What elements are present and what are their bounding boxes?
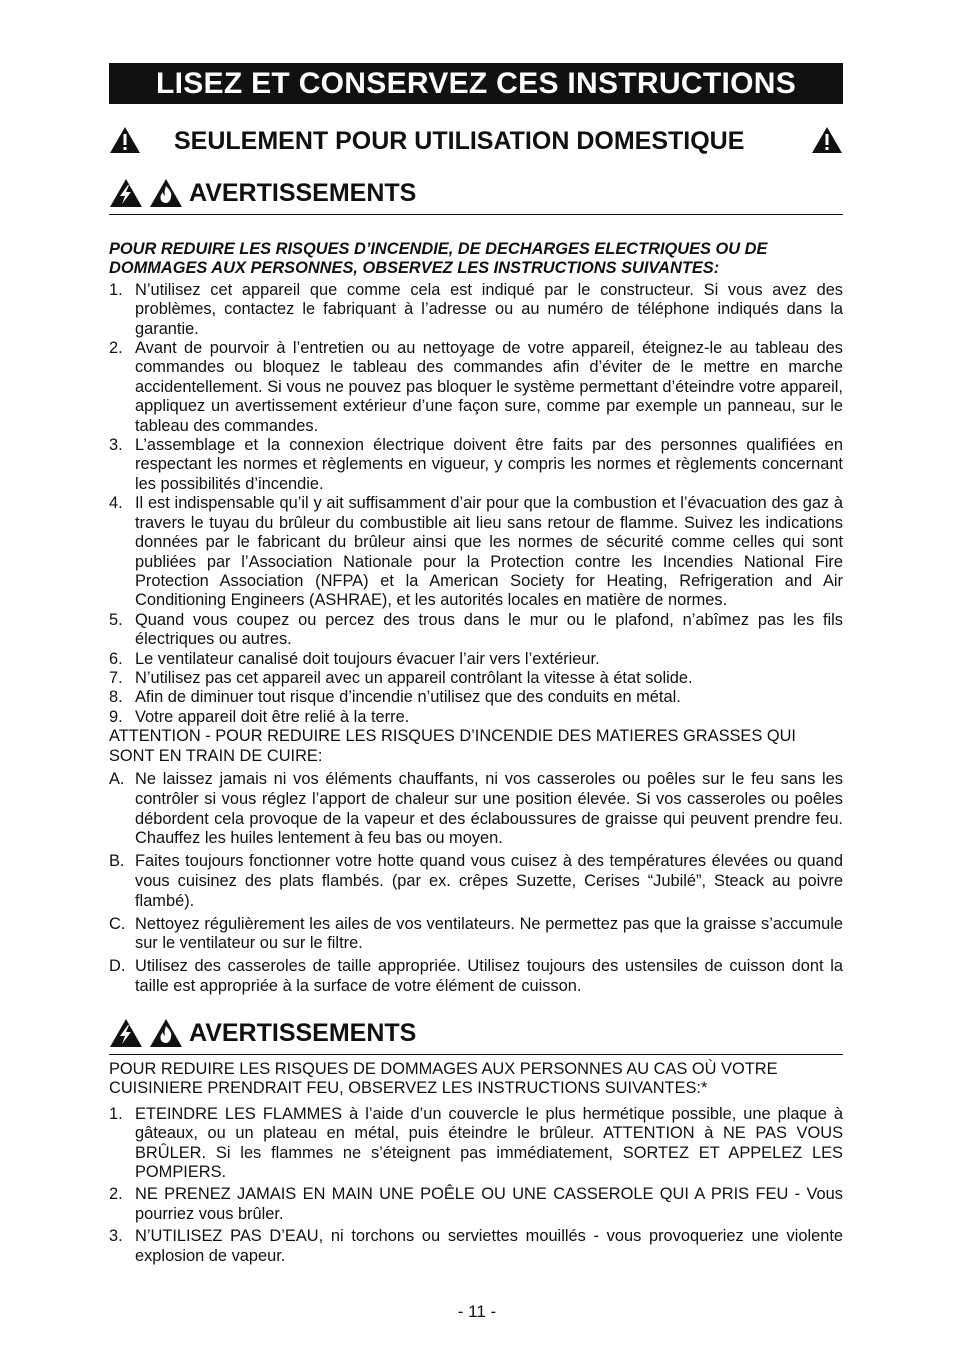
electric-shock-icon — [109, 178, 143, 208]
list-item: 3. N’UTILISEZ PAS D’EAU, ni torchons ou serviettes mouillés - vous provoqueriez une violente explosion de vapeur. — [109, 1227, 843, 1265]
warnings-body-2 — [109, 1060, 843, 1269]
page-number: - 11 - — [457, 1302, 497, 1321]
warning-triangle-icon — [811, 126, 843, 154]
list-item: 9. Votre appareil doit être relié à la terre. — [109, 707, 410, 726]
list-item: A. Ne laissez jamais ni vos éléments chauffants, ni vos casseroles ou poêles sur le feu sans les contrôler si vous réglez l’apport de chaleur sur une position élevée. Si vos casseroles ou poêles débordent cela provoque de la vapeur et des éclaboussures de graisse qui peuvent prendre feu. Chauffez les huiles lentement à feu bas ou moyen. — [109, 769, 843, 848]
domestic-use-banner — [109, 124, 843, 160]
warnings-heading-1 — [109, 176, 843, 215]
list-item: 6. Le ventilateur canalisé doit toujours évacuer l’air vers l’extérieur. — [109, 649, 600, 668]
fire-hazard-icon — [149, 178, 183, 208]
warnings-heading-label: AVERTISSEMENTS — [189, 1019, 417, 1047]
list-item: C. Nettoyez régulièrement les ailes de vos ventilateurs. Ne permettez pas que la graisse s’accumule sur le ventilateur ou sur le filtre. — [109, 914, 843, 953]
lettered-list — [109, 770, 843, 997]
list-item: 5. Quand vous coupez ou percez des trous dans le mur ou le plafond, n’abîmez pas les fils électriques ou autres. — [109, 610, 843, 649]
list-item: 8. Afin de diminuer tout risque d’incendie n’utilisez que des conduits en métal. — [109, 688, 681, 707]
warnings-lead: POUR REDUIRE LES RISQUES D’INCENDIE, DE DECHARGES ELECTRIQUES OU DE DOMMAGES AUX PERSONNES, OBSERVEZ LES INSTRUCTIONS SUIVANTES: — [109, 240, 768, 278]
list-item: 1. ETEINDRE LES FLAMMES à l’aide d’un couvercle le plus hermétique possible, une plaque à gâteaux, ou un plateau en métal, puis éteindre le brûleur. ATTENTION à NE PAS VOUS BRÛLER. Si les flammes ne s’éteignent pas immédiatement, SORTEZ ET APPELEZ LES POMPIERS. — [109, 1104, 843, 1182]
list-item: B. Faites toujours fonctionner votre hotte quand vous cuisez à des températures élevées ou quand vous cuisinez des plats flambés. (par ex. crêpes Suzette, Cerises “Jubilé”, Steack au poivre flambé). — [109, 852, 843, 910]
warnings-body-1 — [109, 240, 843, 1000]
warnings-heading-2 — [109, 1016, 843, 1055]
numbered-list — [109, 281, 843, 727]
numbered-list — [109, 1105, 843, 1266]
electric-shock-icon — [109, 1018, 143, 1048]
list-item: 3. L’assemblage et la connexion électrique doivent être faits par des personnes qualifiées en respectant les normes et règlements en vigueur, y compris les normes et règlements concernant les possibilités d’incendie. — [109, 436, 843, 493]
warnings-heading-label: AVERTISSEMENTS — [189, 179, 417, 207]
warnings-lead: POUR REDUIRE LES RISQUES DE DOMMAGES AUX PERSONNES AU CAS OÙ VOTRE CUISINIERE PRENDRAIT FEU, OBSERVEZ LES INSTRUCTIONS SUIVANTES:* — [109, 1060, 778, 1098]
list-item: 7. N’utilisez pas cet appareil avec un appareil contrôlant la vitesse à état solide. — [109, 668, 693, 687]
attention-text: ATTENTION - POUR REDUIRE LES RISQUES D’INCENDIE DES MATIERES GRASSES QUI SONT EN TRAIN DE CUIRE: — [109, 727, 796, 765]
list-item: D. Utilisez des casseroles de taille appropriée. Utilisez toujours des ustensiles de cuisson dont la taille est appropriée à la surface de votre élément de cuisson. — [109, 957, 843, 995]
domestic-use-label: SEULEMENT POUR UTILISATION DOMESTIQUE — [174, 127, 745, 155]
list-item: 4. Il est indispensable qu’il y ait suffisamment d’air pour que la combustion et l’évacuation des gaz à travers le tuyau du brûleur du combustible ait lieu sans retour de flamme. Suivez les indications données par le fabricant du brûleur ainsi que les normes de sécurité comme celles qui sont publiées par l’Association Nationale pour la Protection contre les Incendies National Fire Protection Association (NFPA) et la American Society for Heating, Refrigeration and Air Conditioning Engineers (ASHRAE), et les autorités locales en matière de normes. — [109, 494, 843, 610]
fire-hazard-icon — [149, 1018, 183, 1048]
page-title: LISEZ ET CONSERVEZ CES INSTRUCTIONS — [109, 63, 843, 104]
warning-triangle-icon — [109, 126, 141, 154]
list-item: 1. N’utilisez cet appareil que comme cela est indiqué par le constructeur. Si vous avez des problèmes, contactez le fabriquant à l’adresse ou au numéro de téléphone indiqués dans la garantie. — [109, 280, 843, 338]
list-item: 2. NE PRENEZ JAMAIS EN MAIN UNE POÊLE OU UNE CASSEROLE QUI A PRIS FEU - Vous pourriez vous brûler. — [109, 1185, 843, 1223]
list-item: 2. Avant de pourvoir à l’entretien ou au nettoyage de votre appareil, éteignez-le au tableau des commandes ou bloquez le tableau des commandes afin d’éviter de le mettre en marche accidentellement. Si vous ne pouvez pas bloquer le système permettant d’éteindre votre appareil, appliquez un avertissement extérieur d’une façon sure, comme par exemple un panneau, sur le tableau des commandes. — [109, 339, 843, 435]
